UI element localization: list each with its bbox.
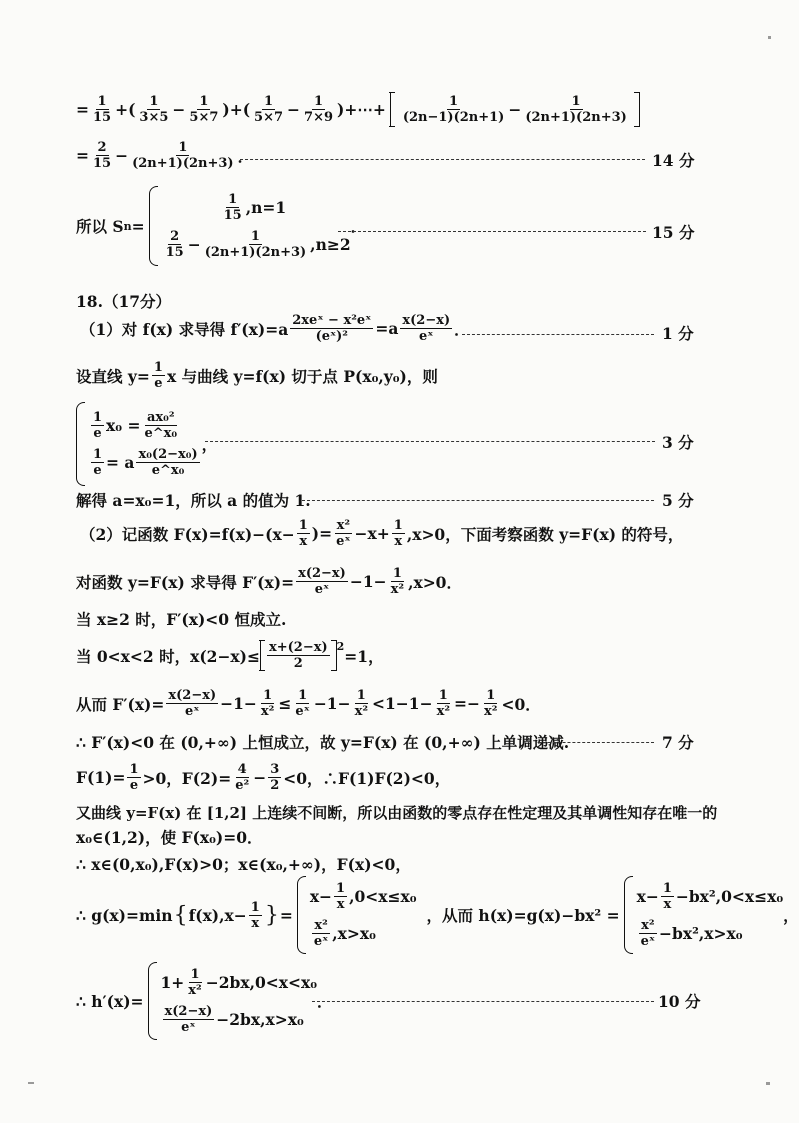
- brace: [148, 962, 157, 1040]
- brace: [149, 186, 158, 266]
- fraction: $\frac{x(2-x)}{\text{eˣ}}$: [298, 566, 346, 597]
- line-7: 解得 a=x₀=1，所以 a 的值为 1.: [76, 491, 311, 510]
- fraction: $\frac{\text{ax₀²}}{\text{e\textasciicircum{}x₀}}$: [144, 410, 178, 441]
- fraction: $\frac{1}{x}$: [393, 518, 403, 549]
- fraction: $\frac{1}{\text{x²}}$: [260, 688, 275, 719]
- fraction: $\frac{1}{\text{x²}}$: [484, 688, 498, 719]
- line-18: ∴ g(x)=min { f(x),x− $\frac{1}{x}$ } = x− $\frac{1}{x}$ ,0<x≤x₀ x² eˣ ,x>x₀ ，从而 h(x)=g(x)−bx² = x− $\frac{1}{x}$ −bx²,0<x≤x₀ x² eˣ −bx²,x>x₀ ，: [76, 876, 799, 954]
- fraction: $\frac{1}{e}$: [129, 762, 139, 793]
- score-label: 5 分: [662, 491, 694, 510]
- score-label: 14 分: [652, 151, 695, 170]
- fraction: $\frac{1}{5\times 7}$: [189, 94, 219, 125]
- fraction: $\frac{4}{\text{e²}}$: [235, 762, 250, 793]
- line-6: 1 e x₀ = $\frac{\text{ax₀²}}{\text{e\textasciicircum{}x₀}}$ $\frac{1}{e}$ = a x₀(2−x₀) e^x₀ ，: [76, 402, 217, 486]
- fraction: x(2−x) eˣ: [164, 1004, 213, 1035]
- score-label: 3 分: [662, 433, 694, 452]
- fraction: $\frac{1}{(2n+1)(2n+3)}$: [204, 229, 307, 260]
- score-label: 7 分: [662, 733, 694, 752]
- fraction: $\frac{1}{\text{x²}}$: [436, 688, 451, 719]
- fraction: $\frac{1}{15}$: [93, 94, 112, 125]
- fraction: x+(2−x) 2: [269, 640, 328, 671]
- fraction: $\frac{1}{(2n+1)(2n+3)}$: [132, 140, 234, 171]
- scan-mark: [768, 36, 771, 39]
- dotted-leader: [302, 500, 654, 501]
- piecewise-system: x− $\frac{1}{x}$ ,0<x≤x₀ x² eˣ ,x>x₀: [297, 876, 417, 954]
- score-label: 10 分: [658, 992, 701, 1011]
- scan-mark: [766, 1082, 770, 1085]
- fraction: x₀(2−x₀) e^x₀: [138, 447, 198, 478]
- fraction: 2xeˣ − x²eˣ (eˣ)²: [292, 313, 372, 344]
- dotted-leader: [205, 441, 655, 442]
- brace: [297, 876, 306, 954]
- line-8: （2）记函数 F(x)=f(x)−(x− $\frac{1}{x}$ )= $\frac{\text{x²}}{\text{eˣ}}$ −x+ $\frac{1}{x}$ ,x>0，下面考察函数 y=F(x) 的符号，: [80, 518, 684, 549]
- line-15: 又曲线 y=F(x) 在 [1,2] 上连续不间断，所以由函数的零点存在性定理及其单调性知存在唯一的: [76, 804, 718, 822]
- line-11: 当 0<x<2 时，x(2−x)≤ x+(2−x) 2 $^2$ =1，: [76, 640, 384, 671]
- fraction: $\frac{1}{\text{eˣ}}$: [295, 688, 310, 719]
- piecewise-system: x− $\frac{1}{x}$ −bx²,0<x≤x₀ x² eˣ −bx²,x>x₀: [624, 876, 784, 954]
- piecewise-system: 1+ $\frac{1}{\text{x²}}$ −2bx,0<x<x₀ x(2−x) eˣ −2bx,x>x₀: [148, 962, 318, 1040]
- fraction: $\frac{1}{e}$: [153, 360, 163, 391]
- problem-heading: 18.（17分）: [76, 292, 172, 311]
- fraction: 1 5×7: [254, 94, 284, 125]
- fraction: $\frac{3}{2}$: [270, 762, 280, 793]
- bracket-group: [260, 640, 337, 671]
- fraction: 2 15: [165, 229, 184, 260]
- scan-mark: [28, 1082, 34, 1084]
- line-1: = $\frac{1}{15}$ +( 1 3×5 − $\frac{1}{5\times 7}$ )+( 1 5×7 − $\frac{1}{7\times 9}$ )+⋯+ 1 (2n−1)(2n+1) − $\frac{1}{(2n+1)(2n+3)}$: [76, 92, 640, 127]
- fraction: $\frac{1}{\text{x²}}$: [354, 688, 369, 719]
- fraction: $\frac{2}{15}$: [93, 140, 112, 171]
- dotted-leader: [462, 334, 654, 335]
- brace: [76, 402, 85, 486]
- fraction: $\frac{1}{x}$: [662, 881, 672, 912]
- line-2: = $\frac{2}{15}$ − $\frac{1}{(2n+1)(2n+3)}$ ．: [76, 140, 254, 171]
- fraction: $\frac{1}{x}$: [250, 899, 260, 931]
- fraction: 1 (2n−1)(2n+1): [402, 94, 505, 125]
- fraction: 1 3×5: [139, 94, 169, 125]
- line-10: 当 x≥2 时，F′(x)<0 恒成立.: [76, 610, 287, 629]
- fraction: x² eˣ: [640, 918, 656, 949]
- fraction: 1 e: [93, 410, 103, 441]
- brace: [624, 876, 633, 954]
- line-13: ∴ F′(x)<0 在 (0,+∞) 上恒成立，故 y=F(x) 在 (0,+∞) 上单调递减.: [76, 733, 570, 752]
- dotted-leader: [240, 159, 645, 160]
- line-12: 从而 F′(x)= $\frac{x(2-x)}{\text{eˣ}}$ −1− $\frac{1}{\text{x²}}$ ≤ $\frac{1}{\text{eˣ}}$ −1− $\frac{1}{\text{x²}}$ <1−1− $\frac{1}{\text{x²}}$ =− $\frac{1}{\text{x²}}$ <0．: [76, 688, 541, 719]
- line-14: F(1)= $\frac{1}{e}$ >0，F(2)= $\frac{4}{\text{e²}}$ − $\frac{3}{2}$ <0，∴F(1)F(2)<0，: [76, 762, 451, 793]
- equation-system: 1 e x₀ = $\frac{\text{ax₀²}}{\text{e\textasciicircum{}x₀}}$ $\frac{1}{e}$ = a x₀(2−x₀) e^x₀: [76, 402, 202, 486]
- fraction: $\frac{1}{x}$: [336, 881, 346, 912]
- dotted-leader: [338, 231, 646, 232]
- fraction: $\frac{1}{\text{x²}}$: [390, 566, 405, 597]
- score-label: 15 分: [652, 223, 695, 242]
- dotted-leader: [312, 1001, 654, 1002]
- line-16: x₀∈(1,2)，使 F(x₀)=0．: [76, 828, 263, 847]
- line-19: ∴ h′(x)= 1+ $\frac{1}{\text{x²}}$ −2bx,0<x<x₀ x(2−x) eˣ −2bx,x>x₀ ．: [76, 962, 333, 1040]
- fraction: $\frac{1}{x}$: [298, 518, 308, 549]
- fraction: $\frac{1}{7\times 9}$: [304, 94, 334, 125]
- fraction: $\frac{1}{e}$: [93, 447, 103, 478]
- fraction: x² eˣ: [313, 918, 329, 949]
- fraction: $\frac{1}{\text{x²}}$: [188, 967, 202, 998]
- line-17: ∴ x∈(0,x₀),F(x)>0；x∈(x₀,+∞)，F(x)<0，: [76, 855, 411, 874]
- piecewise-system: 1 15 ,n=1 2 15 − $\frac{1}{(2n+1)(2n+3)}$ ,n≥2: [149, 186, 351, 266]
- line-3: 所以 S n = 1 15 ,n=1 2 15 − $\frac{1}{(2n+1)(2n+3)}$ ,n≥2 ．: [76, 186, 366, 266]
- line-5: 设直线 y= $\frac{1}{e}$ x 与曲线 y=f(x) 切于点 P(x₀,y₀)，则: [76, 360, 438, 391]
- dotted-leader: [538, 742, 654, 743]
- fraction: x(2−x) eˣ: [402, 313, 451, 344]
- bracket-group: 1 (2n−1)(2n+1) − $\frac{1}{(2n+1)(2n+3)}$: [390, 92, 640, 127]
- fraction: $\frac{x(2-x)}{\text{eˣ}}$: [168, 688, 217, 719]
- fraction: 1 15: [223, 192, 242, 223]
- fraction: $\frac{\text{x²}}{\text{eˣ}}$: [336, 518, 351, 549]
- text: =: [76, 100, 89, 119]
- line-4: （1）对 f(x) 求导得 f′(x)=a 2xeˣ − x²eˣ (eˣ)² =a x(2−x) eˣ ．: [80, 313, 470, 344]
- line-9: 对函数 y=F(x) 求导得 F′(x)= $\frac{x(2-x)}{\text{eˣ}}$ −1− $\frac{1}{\text{x²}}$ ,x>0．: [76, 566, 462, 597]
- score-label: 1 分: [662, 324, 694, 343]
- fraction: $\frac{1}{(2n+1)(2n+3)}$: [525, 94, 627, 125]
